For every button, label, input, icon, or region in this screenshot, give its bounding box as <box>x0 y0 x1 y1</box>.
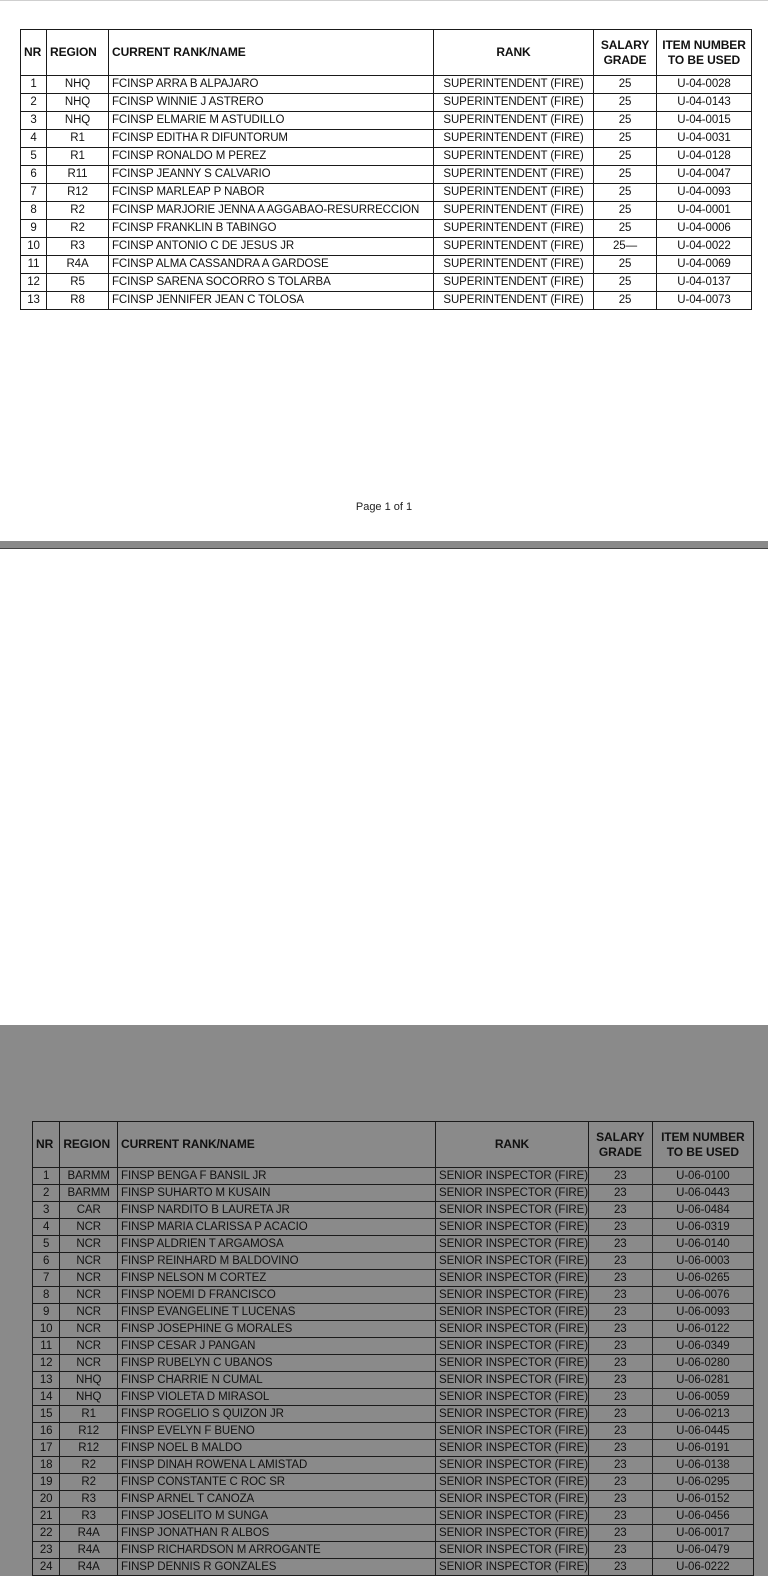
cell-region: R2 <box>60 1474 118 1491</box>
table-row <box>21 148 752 166</box>
cell-region: R1 <box>60 1406 118 1423</box>
cell-item-number: U-04-0128 <box>657 148 752 166</box>
cell-item-number: U-04-0022 <box>657 238 752 256</box>
cell-name: FINSP NOEMI D FRANCISCO <box>118 1287 436 1304</box>
cell-name: FINSP CONSTANTE C ROC SR <box>118 1474 436 1491</box>
cell-name: FCINSP EDITHA R DIFUNTORUM <box>109 130 434 148</box>
table-row <box>33 1321 754 1338</box>
table-row <box>21 238 752 256</box>
table-row <box>33 1236 754 1253</box>
cell-rank: SENIOR INSPECTOR (FIRE) <box>436 1185 589 1202</box>
cell-rank: SUPERINTENDENT (FIRE) <box>434 274 594 292</box>
cell-rank: SENIOR INSPECTOR (FIRE) <box>436 1542 589 1559</box>
cell-nr: 13 <box>33 1372 60 1389</box>
cell-name: FCINSP MARLEAP P NABOR <box>109 184 434 202</box>
roster-table-superintendent <box>20 29 752 310</box>
cell-nr: 5 <box>21 148 47 166</box>
cell-nr: 13 <box>21 292 47 310</box>
cell-item-number: U-06-0484 <box>652 1202 753 1219</box>
cell-rank: SENIOR INSPECTOR (FIRE) <box>436 1236 589 1253</box>
cell-nr: 10 <box>21 238 47 256</box>
cell-name: FINSP BENGA F BANSIL JR <box>118 1168 436 1185</box>
cell-name: FINSP NARDITO B LAURETA JR <box>118 1202 436 1219</box>
cell-rank: SUPERINTENDENT (FIRE) <box>434 166 594 184</box>
cell-rank: SENIOR INSPECTOR (FIRE) <box>436 1508 589 1525</box>
cell-name: FCINSP FRANKLIN B TABINGO <box>109 220 434 238</box>
cell-rank: SENIOR INSPECTOR (FIRE) <box>436 1406 589 1423</box>
table-row <box>33 1355 754 1372</box>
cell-item-number: U-06-0017 <box>652 1525 753 1542</box>
cell-region: R4A <box>60 1542 118 1559</box>
header-current-rank-name: CURRENT RANK/NAME <box>118 1122 436 1168</box>
header-region: REGION <box>60 1122 118 1168</box>
cell-region: NCR <box>60 1355 118 1372</box>
cell-rank: SENIOR INSPECTOR (FIRE) <box>436 1321 589 1338</box>
cell-name: FINSP NOEL B MALDO <box>118 1440 436 1457</box>
cell-name: FCINSP SARENA SOCORRO S TOLARBA <box>109 274 434 292</box>
table-row <box>21 202 752 220</box>
table-row <box>21 94 752 112</box>
cell-nr: 3 <box>33 1202 60 1219</box>
cell-name: FINSP JOSEPHINE G MORALES <box>118 1321 436 1338</box>
cell-region: R1 <box>47 148 109 166</box>
cell-name: FCINSP ALMA CASSANDRA A GARDOSE <box>109 256 434 274</box>
cell-nr: 10 <box>33 1321 60 1338</box>
table-row <box>33 1389 754 1406</box>
table-row <box>21 220 752 238</box>
cell-salary-grade: 23 <box>588 1559 652 1576</box>
cell-name: FINSP RICHARDSON M ARROGANTE <box>118 1542 436 1559</box>
cell-rank: SUPERINTENDENT (FIRE) <box>434 94 594 112</box>
cell-item-number: U-04-0028 <box>657 76 752 94</box>
cell-nr: 24 <box>33 1559 60 1576</box>
table-header-row <box>33 1122 754 1168</box>
header-nr: NR <box>21 30 47 76</box>
table-row <box>33 1508 754 1525</box>
cell-rank: SENIOR INSPECTOR (FIRE) <box>436 1287 589 1304</box>
cell-nr: 2 <box>21 94 47 112</box>
cell-rank: SENIOR INSPECTOR (FIRE) <box>436 1168 589 1185</box>
cell-rank: SUPERINTENDENT (FIRE) <box>434 220 594 238</box>
cell-name: FINSP ARNEL T CANOZA <box>118 1491 436 1508</box>
table-row <box>33 1185 754 1202</box>
roster-table-senior-inspector <box>32 1121 754 1576</box>
cell-name: FCINSP ELMARIE M ASTUDILLO <box>109 112 434 130</box>
cell-item-number: U-06-0479 <box>652 1542 753 1559</box>
cell-rank: SUPERINTENDENT (FIRE) <box>434 112 594 130</box>
table-row <box>33 1457 754 1474</box>
cell-salary-grade: 25 <box>594 76 657 94</box>
cell-item-number: U-04-0073 <box>657 292 752 310</box>
cell-nr: 6 <box>33 1253 60 1270</box>
header-region: REGION <box>47 30 109 76</box>
cell-salary-grade: 23 <box>588 1525 652 1542</box>
cell-salary-grade: 23 <box>588 1474 652 1491</box>
cell-salary-grade: 23 <box>588 1423 652 1440</box>
cell-nr: 9 <box>21 220 47 238</box>
table-row <box>33 1168 754 1185</box>
cell-nr: 6 <box>21 166 47 184</box>
cell-salary-grade: 23 <box>588 1508 652 1525</box>
cell-name: FCINSP ANTONIO C DE JESUS JR <box>109 238 434 256</box>
table-row <box>33 1270 754 1287</box>
table-row <box>21 256 752 274</box>
cell-nr: 15 <box>33 1406 60 1423</box>
cell-salary-grade: 25 <box>594 130 657 148</box>
cell-nr: 11 <box>21 256 47 274</box>
cell-nr: 7 <box>21 184 47 202</box>
cell-nr: 8 <box>33 1287 60 1304</box>
cell-nr: 22 <box>33 1525 60 1542</box>
cell-name: FINSP RUBELYN C UBANOS <box>118 1355 436 1372</box>
cell-name: FCINSP RONALDO M PEREZ <box>109 148 434 166</box>
cell-rank: SENIOR INSPECTOR (FIRE) <box>436 1304 589 1321</box>
cell-salary-grade: 23 <box>588 1202 652 1219</box>
cell-salary-grade: 23 <box>588 1287 652 1304</box>
cell-nr: 11 <box>33 1338 60 1355</box>
table-row <box>33 1372 754 1389</box>
table-row <box>21 274 752 292</box>
table-row <box>21 166 752 184</box>
cell-item-number: U-06-0076 <box>652 1287 753 1304</box>
table-row <box>21 292 752 310</box>
cell-nr: 9 <box>33 1304 60 1321</box>
cell-salary-grade: 23 <box>588 1236 652 1253</box>
cell-salary-grade: 25 <box>594 166 657 184</box>
cell-rank: SENIOR INSPECTOR (FIRE) <box>436 1338 589 1355</box>
cell-rank: SENIOR INSPECTOR (FIRE) <box>436 1202 589 1219</box>
cell-rank: SENIOR INSPECTOR (FIRE) <box>436 1253 589 1270</box>
cell-nr: 20 <box>33 1491 60 1508</box>
cell-salary-grade: 23 <box>588 1185 652 1202</box>
table-row <box>33 1406 754 1423</box>
cell-salary-grade: 25 <box>594 256 657 274</box>
cell-name: FINSP CHARRIE N CUMAL <box>118 1372 436 1389</box>
cell-salary-grade: 25 <box>594 202 657 220</box>
cell-item-number: U-06-0191 <box>652 1440 753 1457</box>
cell-item-number: U-06-0295 <box>652 1474 753 1491</box>
page-number: Page 1 of 1 <box>355 501 413 513</box>
cell-region: NCR <box>60 1219 118 1236</box>
cell-item-number: U-04-0047 <box>657 166 752 184</box>
cell-name: FINSP DENNIS R GONZALES <box>118 1559 436 1576</box>
table-row <box>33 1338 754 1355</box>
cell-region: BARMM <box>60 1168 118 1185</box>
cell-item-number: U-04-0031 <box>657 130 752 148</box>
cell-rank: SUPERINTENDENT (FIRE) <box>434 184 594 202</box>
page-sheet-2 <box>0 548 768 1573</box>
cell-name: FINSP JONATHAN R ALBOS <box>118 1525 436 1542</box>
cell-salary-grade: 25 <box>594 148 657 166</box>
header-salary-grade: SALARY GRADE <box>594 30 657 76</box>
table-row <box>33 1525 754 1542</box>
cell-region: NHQ <box>47 94 109 112</box>
cell-item-number: U-06-0443 <box>652 1185 753 1202</box>
cell-nr: 3 <box>21 112 47 130</box>
cell-rank: SENIOR INSPECTOR (FIRE) <box>436 1372 589 1389</box>
table-header-row <box>21 30 752 76</box>
header-current-rank-name: CURRENT RANK/NAME <box>109 30 434 76</box>
cell-item-number: U-06-0138 <box>652 1457 753 1474</box>
cell-item-number: U-06-0140 <box>652 1236 753 1253</box>
cell-name: FINSP EVELYN F BUENO <box>118 1423 436 1440</box>
cell-rank: SENIOR INSPECTOR (FIRE) <box>436 1219 589 1236</box>
cell-nr: 4 <box>33 1219 60 1236</box>
table-body <box>21 76 752 310</box>
cell-item-number: U-06-0319 <box>652 1219 753 1236</box>
cell-salary-grade: 25 <box>594 292 657 310</box>
cell-nr: 14 <box>33 1389 60 1406</box>
cell-rank: SENIOR INSPECTOR (FIRE) <box>436 1457 589 1474</box>
cell-region: R3 <box>60 1491 118 1508</box>
cell-name: FCINSP MARJORIE JENNA A AGGABAO-RESURRECCION <box>109 202 434 220</box>
header-item-number: ITEM NUMBER TO BE USED <box>657 30 752 76</box>
cell-item-number: U-06-0213 <box>652 1406 753 1423</box>
cell-name: FCINSP WINNIE J ASTRERO <box>109 94 434 112</box>
cell-region: NCR <box>60 1270 118 1287</box>
cell-region: CAR <box>60 1202 118 1219</box>
cell-region: R8 <box>47 292 109 310</box>
cell-salary-grade: 23 <box>588 1389 652 1406</box>
cell-nr: 23 <box>33 1542 60 1559</box>
cell-salary-grade: 23 <box>588 1491 652 1508</box>
cell-nr: 19 <box>33 1474 60 1491</box>
cell-name: FINSP REINHARD M BALDOVINO <box>118 1253 436 1270</box>
cell-nr: 21 <box>33 1508 60 1525</box>
cell-salary-grade: 23 <box>588 1338 652 1355</box>
cell-region: NCR <box>60 1321 118 1338</box>
cell-nr: 1 <box>33 1168 60 1185</box>
cell-name: FINSP JOSELITO M SUNGA <box>118 1508 436 1525</box>
cell-region: R4A <box>60 1525 118 1542</box>
table-row <box>33 1423 754 1440</box>
table-row <box>21 112 752 130</box>
cell-rank: SUPERINTENDENT (FIRE) <box>434 256 594 274</box>
cell-region: BARMM <box>60 1185 118 1202</box>
cell-name: FINSP MARIA CLARISSA P ACACIO <box>118 1219 436 1236</box>
cell-nr: 12 <box>21 274 47 292</box>
cell-region: NCR <box>60 1304 118 1321</box>
cell-nr: 12 <box>33 1355 60 1372</box>
cell-rank: SUPERINTENDENT (FIRE) <box>434 76 594 94</box>
cell-nr: 7 <box>33 1270 60 1287</box>
cell-item-number: U-06-0059 <box>652 1389 753 1406</box>
cell-region: NHQ <box>47 112 109 130</box>
cell-nr: 16 <box>33 1423 60 1440</box>
cell-salary-grade: 23 <box>588 1406 652 1423</box>
cell-region: R5 <box>47 274 109 292</box>
cell-name: FINSP ALDRIEN T ARGAMOSA <box>118 1236 436 1253</box>
table-row <box>33 1542 754 1559</box>
cell-salary-grade: 23 <box>588 1168 652 1185</box>
cell-item-number: U-06-0122 <box>652 1321 753 1338</box>
page-sheet-1 <box>0 0 768 541</box>
cell-nr: 2 <box>33 1185 60 1202</box>
cell-name: FINSP EVANGELINE T LUCENAS <box>118 1304 436 1321</box>
cell-region: R4A <box>60 1559 118 1576</box>
table-row <box>33 1491 754 1508</box>
cell-item-number: U-06-0281 <box>652 1372 753 1389</box>
cell-name: FINSP ROGELIO S QUIZON JR <box>118 1406 436 1423</box>
cell-region: NCR <box>60 1253 118 1270</box>
cell-rank: SENIOR INSPECTOR (FIRE) <box>436 1389 589 1406</box>
table-row <box>33 1304 754 1321</box>
header-rank: RANK <box>434 30 594 76</box>
header-rank: RANK <box>436 1122 589 1168</box>
cell-region: NHQ <box>60 1372 118 1389</box>
header-item-number: ITEM NUMBER TO BE USED <box>652 1122 753 1168</box>
cell-rank: SENIOR INSPECTOR (FIRE) <box>436 1355 589 1372</box>
cell-region: R1 <box>47 130 109 148</box>
cell-region: NCR <box>60 1236 118 1253</box>
cell-rank: SENIOR INSPECTOR (FIRE) <box>436 1423 589 1440</box>
cell-region: R4A <box>47 256 109 274</box>
cell-item-number: U-06-0280 <box>652 1355 753 1372</box>
cell-region: NCR <box>60 1338 118 1355</box>
cell-item-number: U-06-0152 <box>652 1491 753 1508</box>
cell-region: R3 <box>47 238 109 256</box>
cell-nr: 8 <box>21 202 47 220</box>
cell-rank: SENIOR INSPECTOR (FIRE) <box>436 1440 589 1457</box>
cell-item-number: U-06-0265 <box>652 1270 753 1287</box>
cell-salary-grade: 23 <box>588 1321 652 1338</box>
table-row <box>21 184 752 202</box>
cell-rank: SUPERINTENDENT (FIRE) <box>434 130 594 148</box>
cell-salary-grade: 25 <box>594 94 657 112</box>
header-salary-grade: SALARY GRADE <box>588 1122 652 1168</box>
cell-region: R11 <box>47 166 109 184</box>
cell-item-number: U-06-0003 <box>652 1253 753 1270</box>
cell-region: NHQ <box>47 76 109 94</box>
cell-rank: SENIOR INSPECTOR (FIRE) <box>436 1559 589 1576</box>
cell-region: NHQ <box>60 1389 118 1406</box>
cell-nr: 4 <box>21 130 47 148</box>
cell-item-number: U-06-0349 <box>652 1338 753 1355</box>
cell-name: FCINSP JENNIFER JEAN C TOLOSA <box>109 292 434 310</box>
table-row <box>21 76 752 94</box>
table-row <box>21 130 752 148</box>
cell-region: R12 <box>60 1440 118 1457</box>
cell-item-number: U-06-0222 <box>652 1559 753 1576</box>
cell-salary-grade: 25— <box>594 238 657 256</box>
cell-salary-grade: 23 <box>588 1304 652 1321</box>
cell-rank: SENIOR INSPECTOR (FIRE) <box>436 1525 589 1542</box>
cell-rank: SUPERINTENDENT (FIRE) <box>434 292 594 310</box>
header-nr: NR <box>33 1122 60 1168</box>
table-row <box>33 1287 754 1304</box>
cell-nr: 17 <box>33 1440 60 1457</box>
cell-name: FCINSP ARRA B ALPAJARO <box>109 76 434 94</box>
cell-salary-grade: 23 <box>588 1542 652 1559</box>
cell-region: R2 <box>47 220 109 238</box>
cell-nr: 1 <box>21 76 47 94</box>
cell-salary-grade: 23 <box>588 1355 652 1372</box>
cell-region: NCR <box>60 1287 118 1304</box>
cell-name: FINSP DINAH ROWENA L AMISTAD <box>118 1457 436 1474</box>
cell-name: FINSP VIOLETA D MIRASOL <box>118 1389 436 1406</box>
table-row <box>33 1559 754 1576</box>
cell-item-number: U-06-0456 <box>652 1508 753 1525</box>
cell-item-number: U-04-0001 <box>657 202 752 220</box>
cell-item-number: U-06-0100 <box>652 1168 753 1185</box>
cell-rank: SENIOR INSPECTOR (FIRE) <box>436 1491 589 1508</box>
cell-salary-grade: 25 <box>594 184 657 202</box>
cell-item-number: U-04-0015 <box>657 112 752 130</box>
cell-region: R3 <box>60 1508 118 1525</box>
cell-salary-grade: 23 <box>588 1372 652 1389</box>
cell-item-number: U-04-0137 <box>657 274 752 292</box>
cell-nr: 18 <box>33 1457 60 1474</box>
cell-salary-grade: 23 <box>588 1253 652 1270</box>
cell-rank: SENIOR INSPECTOR (FIRE) <box>436 1270 589 1287</box>
table-body <box>33 1168 754 1576</box>
cell-item-number: U-04-0093 <box>657 184 752 202</box>
cell-name: FINSP SUHARTO M KUSAIN <box>118 1185 436 1202</box>
cell-region: R2 <box>60 1457 118 1474</box>
table-row <box>33 1219 754 1236</box>
table-row <box>33 1440 754 1457</box>
cell-rank: SUPERINTENDENT (FIRE) <box>434 238 594 256</box>
cell-salary-grade: 25 <box>594 220 657 238</box>
table-row <box>33 1474 754 1491</box>
cell-name: FCINSP JEANNY S CALVARIO <box>109 166 434 184</box>
cell-name: FINSP CESAR J PANGAN <box>118 1338 436 1355</box>
cell-item-number: U-06-0445 <box>652 1423 753 1440</box>
cell-salary-grade: 23 <box>588 1219 652 1236</box>
cell-rank: SUPERINTENDENT (FIRE) <box>434 148 594 166</box>
cell-nr: 5 <box>33 1236 60 1253</box>
cell-salary-grade: 25 <box>594 112 657 130</box>
cell-region: R12 <box>60 1423 118 1440</box>
cell-region: R2 <box>47 202 109 220</box>
cell-salary-grade: 25 <box>594 274 657 292</box>
cell-rank: SUPERINTENDENT (FIRE) <box>434 202 594 220</box>
table-row <box>33 1253 754 1270</box>
cell-region: R12 <box>47 184 109 202</box>
cell-salary-grade: 23 <box>588 1457 652 1474</box>
table-row <box>33 1202 754 1219</box>
cell-item-number: U-06-0093 <box>652 1304 753 1321</box>
cell-item-number: U-04-0069 <box>657 256 752 274</box>
cell-name: FINSP NELSON M CORTEZ <box>118 1270 436 1287</box>
cell-item-number: U-04-0006 <box>657 220 752 238</box>
cell-salary-grade: 23 <box>588 1270 652 1287</box>
cell-salary-grade: 23 <box>588 1440 652 1457</box>
cell-rank: SENIOR INSPECTOR (FIRE) <box>436 1474 589 1491</box>
cell-item-number: U-04-0143 <box>657 94 752 112</box>
